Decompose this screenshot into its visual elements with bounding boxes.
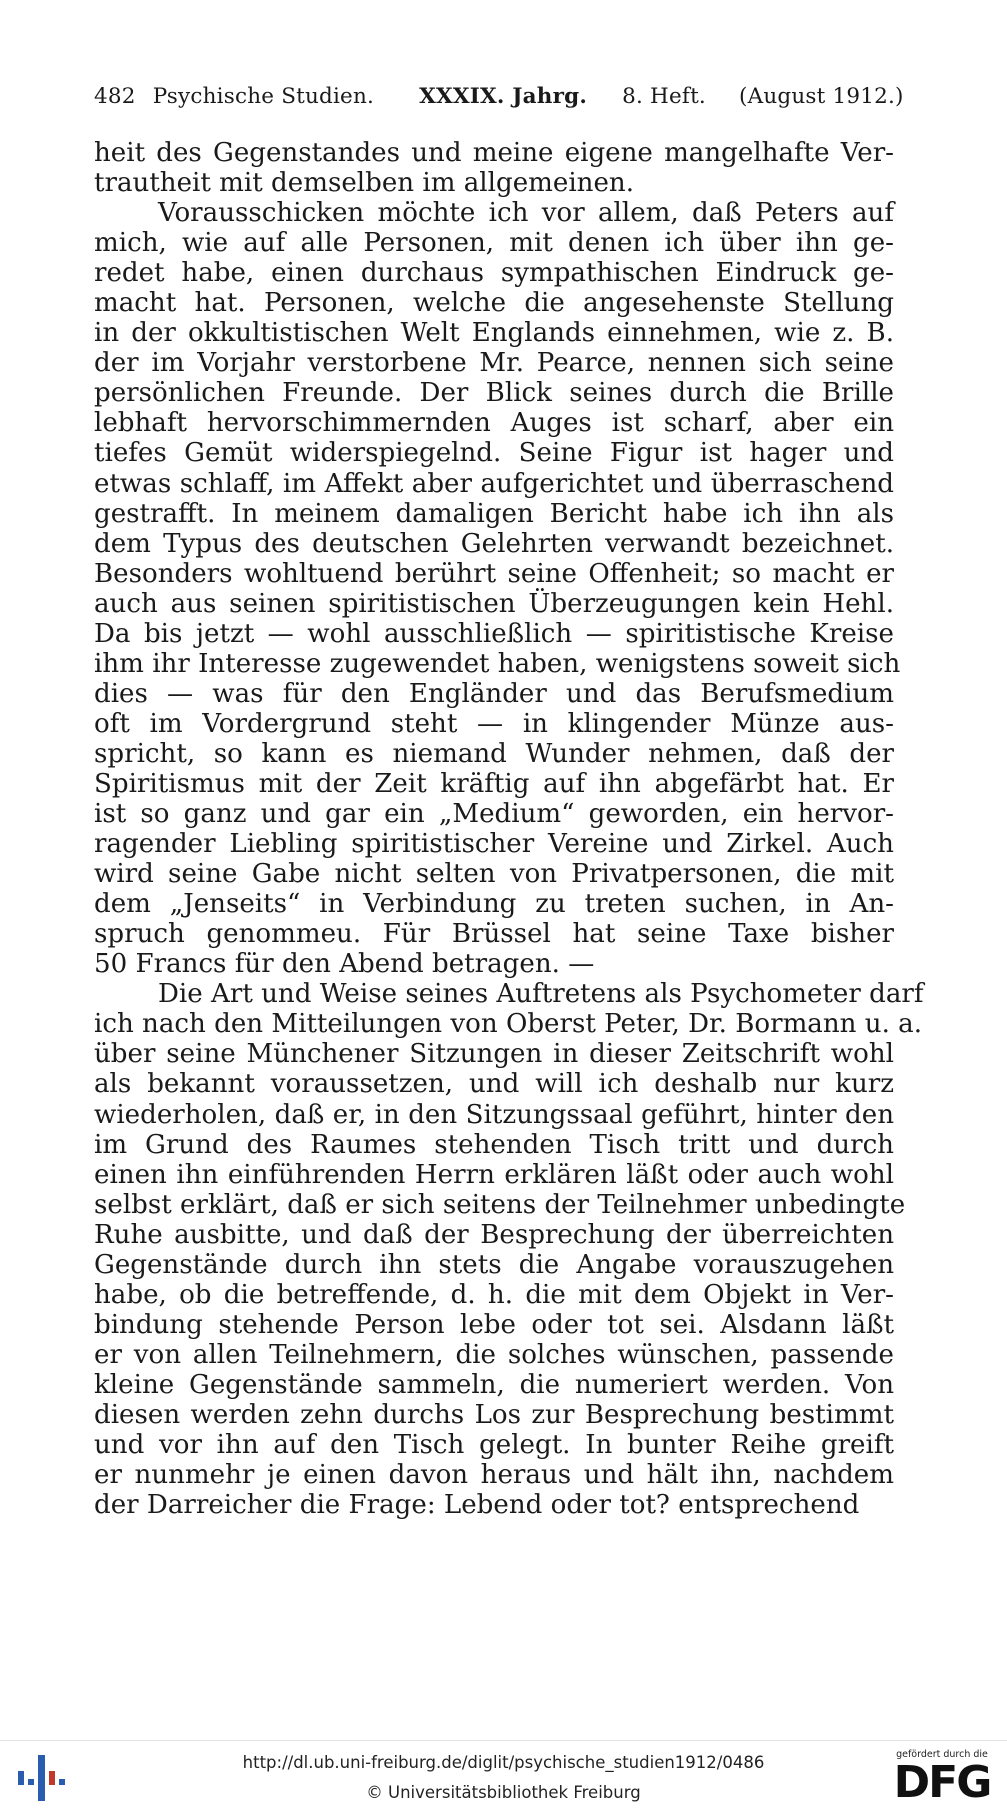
body-text: [94, 138, 924, 1521]
dfg-caption: gefördert durch die: [896, 1749, 988, 1760]
text-line: und vor ihn auf den Tisch gelegt. In bunter Reihe greift: [94, 1430, 894, 1461]
text-line: mich, wie auf alle Personen, mit denen ich über ihn ge-: [94, 228, 894, 259]
text-line: selbst erklärt, daß er sich seitens der Teilnehmer unbedingte: [94, 1189, 906, 1220]
dfg-wordmark: DFG: [893, 1757, 991, 1808]
text-line: dem Typus des deutschen Gelehrten verwandt bezeichnet.: [94, 528, 894, 559]
text-line: ihm ihr Interesse zugewendet haben, wenigstens soweit sich: [94, 648, 901, 679]
text-line: persönlichen Freunde. Der Blick seines durch die Brille: [94, 378, 894, 409]
copyright-notice: © Universitätsbibliothek Freiburg: [366, 1783, 641, 1802]
text-line: ist so ganz und gar ein „Medium“ geworden, ein hervor-: [94, 799, 894, 830]
document-url[interactable]: http://dl.ub.uni-freiburg.de/diglit/psychische_studien1912/0486: [242, 1753, 765, 1772]
issue-date: (August 1912.): [739, 84, 904, 109]
text-line: Ruhe ausbitte, und daß der Besprechung der überreichten: [94, 1219, 894, 1250]
text-line: Da bis jetzt — wohl ausschließlich — spiritistische Kreise: [94, 618, 894, 649]
text-line: gestrafft. In meinem damaligen Bericht habe ich ihn als: [94, 498, 894, 529]
text-line: er von allen Teilnehmern, die solches wünschen, passende: [94, 1339, 894, 1370]
text-line: in der okkultistischen Welt Englands einnehmen, wie z. B.: [94, 318, 894, 349]
viewer-footer: [0, 1740, 1007, 1815]
text-line: macht hat. Personen, welche die angesehenste Stellung: [94, 288, 894, 319]
text-line: wiederholen, daß er, in den Sitzungssaal geführt, hinter den: [94, 1099, 894, 1130]
text-line: trautheit mit demselben im allgemeinen.: [94, 168, 635, 199]
text-line: im Grund des Raumes stehenden Tisch tritt und durch: [94, 1129, 894, 1160]
text-line: über seine Münchener Sitzungen in dieser Zeitschrift wohl: [94, 1039, 894, 1070]
text-line: spricht, so kann es niemand Wunder nehmen, daß der: [94, 738, 894, 769]
text-line: wird seine Gabe nicht selten von Privatpersonen, die mit: [94, 859, 894, 890]
text-line: etwas schlaff, im Affekt aber aufgerichtet und überraschend: [94, 468, 894, 499]
text-line: ich nach den Mitteilungen von Oberst Peter, Dr. Bormann u. a.: [94, 1009, 923, 1040]
text-line: diesen werden zehn durchs Los zur Besprechung bestimmt: [94, 1399, 894, 1430]
text-line: der Darreicher die Frage: Lebend oder tot? entsprechend: [94, 1490, 860, 1521]
text-line: lebhaft hervorschimmernden Auges ist scharf, aber ein: [94, 408, 894, 439]
issue-label: 8. Heft.: [622, 84, 706, 109]
text-line: bindung stehende Person lebe oder tot sei. Alsdann läßt: [94, 1309, 894, 1340]
text-line: dem „Jenseits“ in Verbindung zu treten suchen, in An-: [94, 889, 894, 920]
text-line: heit des Gegenstandes und meine eigene mangelhafte Ver-: [94, 138, 894, 168]
text-line: Gegenstände durch ihn stets die Angabe vorauszugehen: [94, 1249, 894, 1280]
text-line: der im Vorjahr verstorbene Mr. Pearce, nennen sich seine: [94, 348, 894, 379]
running-header: [94, 84, 904, 109]
text-line: Besonders wohltuend berührt seine Offenheit; so macht er: [94, 558, 894, 589]
text-line: Spiritismus mit der Zeit kräftig auf ihn abgefärbt hat. Er: [94, 768, 894, 799]
paragraph: [94, 979, 924, 1521]
text-line: er nunmehr je einen davon heraus und hält ihn, nachdem: [94, 1460, 894, 1491]
text-line: einen ihn einführenden Herrn erklären läßt oder auch wohl: [94, 1159, 894, 1190]
journal-title: Psychische Studien.: [152, 84, 375, 109]
text-line: auch aus seinen spiritistischen Überzeugungen kein Hehl.: [94, 588, 894, 619]
text-line: Vorausschicken möchte ich vor allem, daß Peters auf: [158, 198, 894, 229]
paragraph: [94, 138, 894, 198]
text-line: Die Art und Weise seines Auftretens als Psychometer darf: [158, 979, 924, 1010]
text-line: ragender Liebling spiritistischer Vereine und Zirkel. Auch: [94, 829, 894, 860]
text-line: dies — was für den Engländer und das Berufsmedium: [94, 678, 894, 709]
volume-label: XXXIX. Jahrg.: [419, 84, 588, 109]
text-line: habe, ob die betreffende, d. h. die mit dem Objekt in Ver-: [94, 1279, 894, 1310]
page-number: 482: [94, 84, 136, 109]
dfg-logo: [886, 1749, 998, 1809]
text-line: spruch genommeu. Für Brüssel hat seine Taxe bisher: [94, 919, 894, 950]
text-line: kleine Gegenstände sammeln, die numeriert werden. Von: [94, 1369, 894, 1400]
text-line: als bekannt voraussetzen, und will ich deshalb nur kurz: [94, 1069, 894, 1100]
paragraph: [94, 198, 901, 980]
text-line: oft im Vordergrund steht — in klingender Münze aus-: [94, 708, 894, 739]
text-line: tiefes Gemüt widerspiegelnd. Seine Figur ist hager und: [94, 438, 894, 469]
text-line: redet habe, einen durchaus sympathischen Eindruck ge-: [94, 258, 894, 289]
text-line: 50 Francs für den Abend betragen. —: [94, 949, 595, 980]
